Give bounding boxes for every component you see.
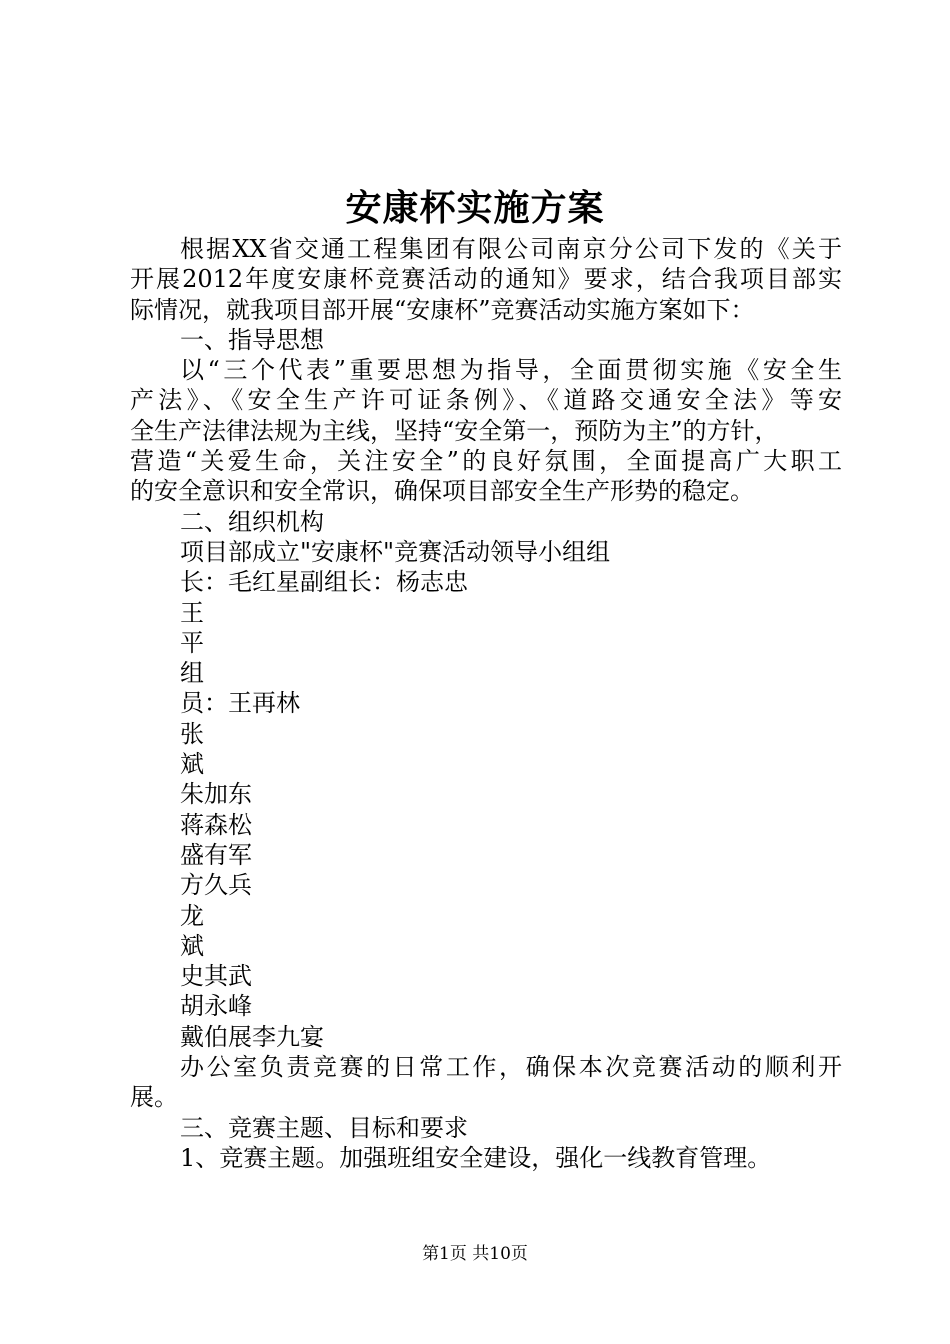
paragraph-line: 根据XX省交通工程集团有限公司南京分公司下发的《关于	[180, 235, 842, 263]
paragraph-line: 营造“关爱生命，关注安全”的良好氛围，全面提高广大职工	[130, 447, 842, 476]
document-body	[130, 234, 842, 1173]
paragraph-line: 开展2012年度安康杯竞赛活动的通知》要求，结合我项目部实	[130, 265, 842, 294]
member-line: 组	[180, 659, 204, 688]
paragraph-line: 展。	[130, 1083, 178, 1112]
page-number-footer: 第1页 共10页	[422, 1244, 528, 1264]
member-line: 王	[180, 598, 204, 627]
member-line: 斌	[180, 931, 204, 960]
member-line: 戴伯展李九宴	[180, 1022, 324, 1051]
paragraph-line: 项目部成立"安康杯"竞赛活动领导小组组	[180, 537, 611, 566]
section-heading: 三、竞赛主题、目标和要求	[180, 1113, 468, 1142]
paragraph-line: 1、竞赛主题。加强班组安全建设，强化一线教育管理。	[180, 1143, 772, 1172]
member-line: 盛有军	[180, 840, 252, 869]
member-line: 张	[180, 719, 204, 748]
member-line: 龙	[180, 901, 204, 930]
member-line: 平	[180, 628, 204, 657]
member-line: 蒋森松	[180, 810, 252, 839]
paragraph-line: 全生产法律法规为主线，坚持“安全第一，预防为主”的方针，	[130, 416, 779, 445]
member-line: 胡永峰	[180, 992, 252, 1021]
member-line: 朱加东	[180, 780, 252, 809]
paragraph-line: 的安全意识和安全常识，确保项目部安全生产形势的稳定。	[130, 477, 754, 506]
member-line: 史其武	[180, 962, 252, 991]
member-line: 员：王再林	[180, 689, 300, 718]
member-line: 斌	[180, 750, 204, 779]
document-title: 安康杯实施方案	[345, 187, 605, 229]
section-heading: 二、组织机构	[180, 507, 324, 536]
paragraph-line: 以“三个代表”重要思想为指导，全面贯彻实施《安全生	[180, 356, 842, 385]
member-line: 方久兵	[180, 871, 252, 900]
section-heading: 一、指导思想	[180, 325, 324, 354]
paragraph-line: 产法》、《安全生产许可证条例》、《道路交通安全法》等安	[130, 386, 842, 415]
paragraph-line: 长：毛红星副组长：杨志忠	[180, 568, 468, 597]
paragraph-line: 际情况，就我项目部开展“安康杯”竞赛活动实施方案如下：	[130, 295, 755, 324]
paragraph-line: 办公室负责竞赛的日常工作，确保本次竞赛活动的顺利开	[180, 1053, 842, 1082]
